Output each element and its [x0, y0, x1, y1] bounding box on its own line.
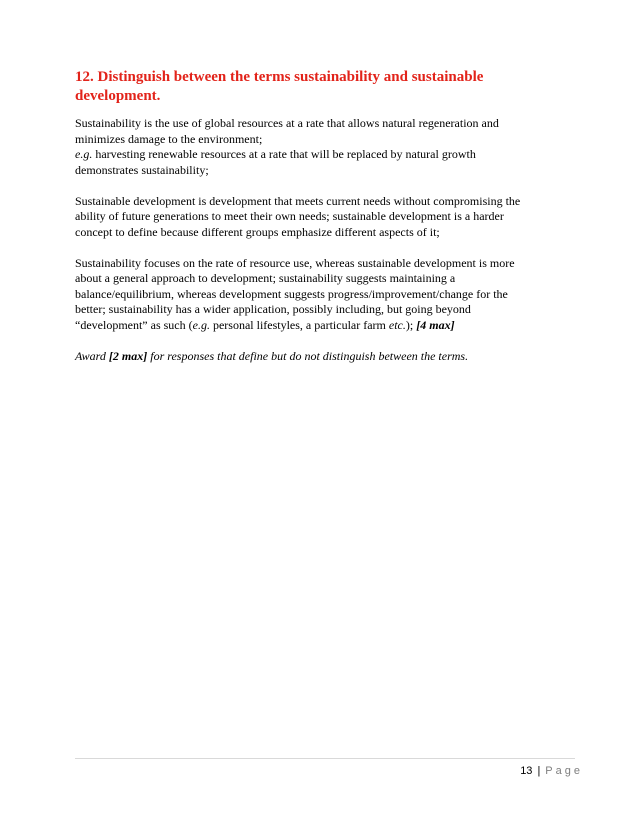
- paragraph-line: Sustainable development is development that meets current needs without compromising the: [75, 193, 521, 208]
- award-note: [75, 349, 575, 365]
- eg-label: e.g.: [192, 317, 210, 332]
- paragraph-line: about a general approach to development; sustainability suggests maintaining a: [75, 271, 456, 285]
- paragraph-text: harvesting renewable resources at a rate that will be replaced by natural growth: [92, 147, 476, 161]
- max-mark: [4 max]: [416, 317, 455, 332]
- paragraph-line: balance/equilibrium, whereas development suggests progress/improvement/change for the: [75, 286, 508, 301]
- award-suffix: for responses that define but do not distinguish between the terms.: [147, 348, 469, 363]
- etc-label: etc.: [388, 317, 406, 332]
- paragraph-line: minimizes damage to the environment;: [75, 131, 263, 146]
- answer-paragraph-3: [75, 256, 575, 334]
- page-footer: [520, 764, 583, 778]
- paragraph-line: [75, 147, 575, 163]
- question-heading-line: 12. Distinguish between the terms sustainability and sustainable: [75, 69, 484, 85]
- page-content: [75, 68, 575, 364]
- question-heading: [75, 68, 575, 106]
- paragraph-line: Sustainability is the use of global resources at a rate that allows natural regeneration and: [75, 116, 499, 130]
- paragraph-line: [75, 318, 575, 334]
- award-mark: [2 max]: [108, 348, 148, 363]
- footer-divider: [75, 758, 575, 759]
- paragraph-line: better; sustainability has a wider application, possibly including, but going beyond: [75, 302, 471, 316]
- question-heading-line: development.: [75, 88, 161, 104]
- answer-paragraph-2: [75, 194, 575, 241]
- paragraph-line: ability of future generations to meet their own needs; sustainable development is a harder: [75, 209, 504, 223]
- paragraph-text: );: [405, 317, 417, 332]
- paragraph-text: “development” as such (: [75, 317, 193, 332]
- paragraph-text: personal lifestyles, a particular farm: [209, 317, 389, 332]
- paragraph-line: concept to define because different groups emphasize different aspects of it;: [75, 224, 440, 239]
- page-number: 13: [520, 765, 533, 777]
- page-label: Page: [545, 765, 583, 777]
- answer-paragraph-1: [75, 116, 575, 178]
- paragraph-line: demonstrates sustainability;: [75, 162, 209, 177]
- award-prefix: Award: [75, 348, 109, 363]
- paragraph-line: Sustainability focuses on the rate of resource use, whereas sustainable development is more: [75, 255, 515, 270]
- eg-label: e.g.: [75, 147, 93, 161]
- footer-separator: |: [537, 765, 541, 777]
